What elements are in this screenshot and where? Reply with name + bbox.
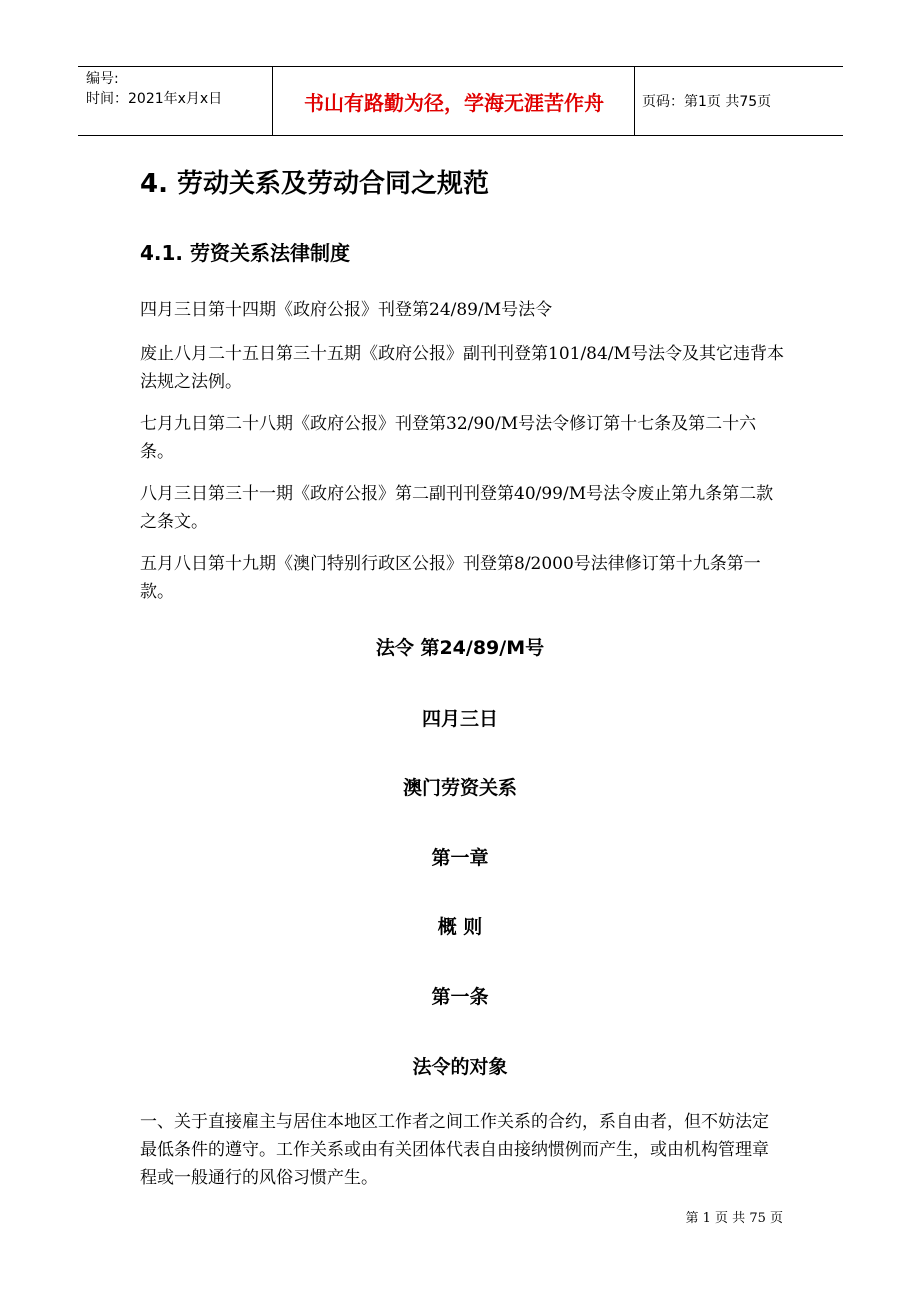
header-page-info: 页码：第1页 共75页 <box>642 94 772 110</box>
intro-paragraph: 废止八月二十五日第三十五期《政府公报》副刊刊登第101/84/M号法令及其它违背本法规之法例。 <box>140 344 784 392</box>
header-divider <box>272 67 273 135</box>
page-footer: 第 1 页 共 75 页 <box>685 1211 783 1226</box>
chapter-number: 第一章 <box>431 847 489 869</box>
header-time: 时间：2021年x月x日 <box>86 91 223 107</box>
header-number: 编号: <box>86 71 119 87</box>
intro-paragraph: 七月九日第二十八期《政府公报》刊登第32/90/M号法令修订第十七条及第二十六条。 <box>140 414 757 462</box>
decree-subject: 澳门劳资关系 <box>402 777 517 799</box>
article-number: 第一条 <box>431 986 489 1008</box>
decree-number: 法令 第24/89/M号 <box>375 637 545 659</box>
intro-paragraph: 四月三日第十四期《政府公报》刊登第24/89/M号法令 <box>140 300 553 320</box>
article-title: 法令的对象 <box>412 1056 508 1078</box>
decree-date: 四月三日 <box>421 708 498 730</box>
section-heading: 4.1. 劳资关系法律制度 <box>140 241 350 265</box>
header-meta <box>86 69 272 109</box>
header-divider <box>634 67 635 135</box>
header-motto: 书山有路勤为径，学海无涯苦作舟 <box>304 90 604 115</box>
document-header <box>78 66 843 136</box>
intro-paragraph: 五月八日第十九期《澳门特别行政区公报》刊登第8/2000号法律修订第十九条第一款。 <box>140 554 761 602</box>
chapter-title: 概 则 <box>437 916 483 938</box>
article-body: 一、关于直接雇主与居住本地区工作者之间工作关系的合约，系自由者，但不妨法定最低条件的遵守。工作关系或由有关团体代表自由接纳惯例而产生，或由机构管理章程或一般通行的风俗习惯产生。 <box>140 1112 769 1188</box>
chapter-heading: 4. 劳动关系及劳动合同之规范 <box>140 169 490 199</box>
intro-paragraph: 八月三日第三十一期《政府公报》第二副刊刊登第40/99/M号法令废止第九条第二款之条文。 <box>140 484 774 532</box>
